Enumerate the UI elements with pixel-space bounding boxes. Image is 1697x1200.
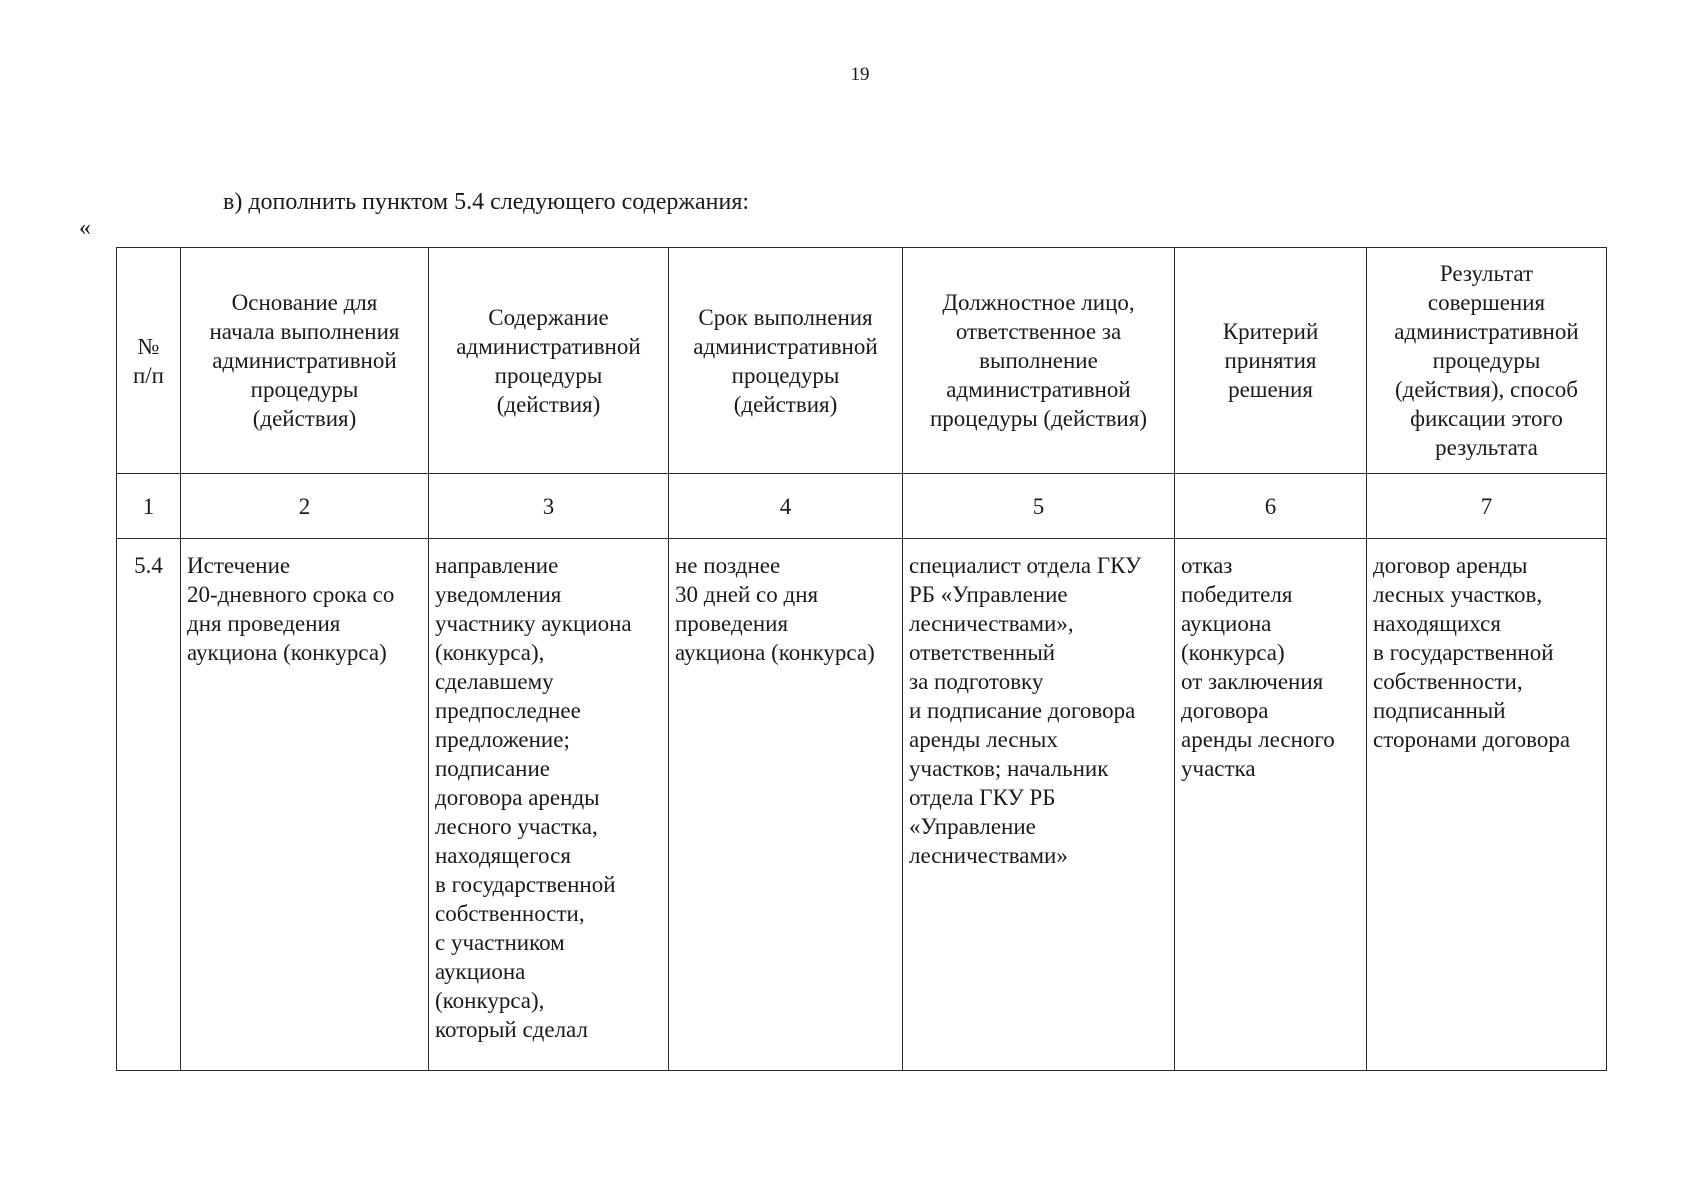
cell-text-line: (действия), способ — [1394, 377, 1579, 402]
cell-text-line: предложение; — [435, 727, 570, 752]
cell-text-line: процедуры — [1432, 348, 1541, 373]
header-row — [117, 248, 1607, 474]
cell-text-line: в государственной — [1373, 640, 1554, 665]
result-cell — [1367, 539, 1607, 1071]
cell-text-line: подписанный — [1373, 698, 1506, 723]
cell-text-line: от заключения — [1181, 669, 1324, 694]
cell-text-line: отказ — [1181, 553, 1233, 578]
table-row-5-4 — [117, 539, 1607, 1071]
header-cell-deadline — [669, 248, 903, 474]
cell-text-line: отдела ГКУ РБ — [909, 785, 1056, 810]
header-cell-content — [429, 248, 669, 474]
cell-text-line: выполнение — [979, 348, 1098, 373]
cell-text-line: дня проведения — [187, 611, 341, 636]
cell-text-line: результата — [1435, 435, 1538, 460]
cell-text-line: Срок выполнения — [698, 304, 873, 330]
cell-text-line: принятия — [1224, 348, 1317, 373]
cell-text-line: фиксации этого — [1410, 406, 1563, 431]
cell-text-line: аукциона — [435, 959, 526, 984]
cell-text-line: процедуры — [494, 362, 603, 388]
header-cell-criterion — [1175, 248, 1367, 474]
page-number: 19 — [850, 64, 870, 85]
cell-text-line: административной — [1394, 319, 1579, 344]
cell-text-line: (действия) — [252, 406, 357, 431]
header-cell-number — [117, 248, 181, 474]
cell-text-line: административной — [212, 348, 397, 373]
column-number: 2 — [181, 474, 429, 539]
cell-text-line: аукциона — [1181, 611, 1272, 636]
cell-text-line: Критерий — [1222, 319, 1319, 344]
column-number: 3 — [429, 474, 669, 539]
cell-text-line: 30 дней со дня — [675, 582, 819, 607]
cell-text-line: участнику аукциона — [435, 611, 632, 636]
cell-text-line: административной — [693, 333, 878, 359]
cell-text-line: аукциона (конкурса) — [675, 640, 875, 665]
cell-text-line: начала выполнения — [209, 319, 400, 344]
cell-text-line: ответственное за — [955, 319, 1122, 344]
header-cell-official — [903, 248, 1175, 474]
cell-text-line: и подписание договора — [909, 698, 1136, 723]
cell-text-line: в государственной — [435, 872, 616, 897]
column-number: 1 — [117, 474, 181, 539]
cell-text-line: аренды лесного — [1181, 727, 1335, 752]
cell-text-line: победителя — [1181, 582, 1293, 607]
cell-text-line: «Управление — [909, 814, 1036, 839]
cell-text-line: предпоследнее — [435, 698, 581, 723]
cell-text-line: № — [137, 333, 160, 359]
column-number: 6 — [1175, 474, 1367, 539]
cell-text-line: который сделал — [435, 1017, 588, 1042]
cell-text-line: решения — [1228, 377, 1313, 402]
procedure-table — [116, 247, 1607, 1071]
cell-text-line: сделавшему — [435, 669, 554, 694]
cell-text-line: участков; начальник — [909, 756, 1109, 781]
cell-text-line: (действия) — [496, 391, 601, 417]
cell-text-line: с участником — [435, 930, 565, 955]
cell-text-line: направление — [435, 553, 559, 578]
cell-text-line: сторонами договора — [1373, 727, 1571, 752]
cell-text-line: (конкурса), — [435, 640, 545, 665]
cell-text-line: процедуры — [731, 362, 840, 388]
official-cell — [903, 539, 1175, 1071]
cell-text-line: административной — [456, 333, 641, 359]
cell-text-line: процедуры — [250, 377, 359, 402]
criterion-cell — [1175, 539, 1367, 1071]
cell-text-line: РБ «Управление — [909, 582, 1068, 607]
cell-text-line: Должностное лицо, — [942, 290, 1135, 315]
cell-text-line: Результат — [1439, 261, 1534, 286]
cell-text-line: (конкурса) — [1181, 640, 1285, 665]
cell-text-line: договора — [1181, 698, 1269, 723]
cell-text-line: находящегося — [435, 843, 571, 868]
row-number-cell — [117, 539, 181, 1071]
column-number: 4 — [669, 474, 903, 539]
cell-text-line: совершения — [1427, 290, 1546, 315]
cell-text-line: 5.4 — [134, 553, 163, 578]
cell-text-line: процедуры (действия) — [930, 406, 1147, 431]
content-cell — [429, 539, 669, 1071]
cell-text-line: аукциона (конкурса) — [187, 640, 387, 665]
cell-text-line: проведения — [675, 611, 789, 636]
header-cell-basis — [181, 248, 429, 474]
deadline-cell — [669, 539, 903, 1071]
cell-text-line: п/п — [132, 362, 164, 388]
cell-text-line: лесничествами» — [909, 843, 1068, 868]
cell-text-line: собственности, — [435, 901, 585, 926]
cell-text-line: (конкурса), — [435, 988, 545, 1013]
cell-text-line: Содержание — [488, 304, 609, 330]
cell-text-line: не позднее — [675, 553, 781, 578]
cell-text-line: договор аренды — [1373, 553, 1528, 578]
cell-text-line: 20-дневного срока со — [187, 582, 395, 607]
header-cell-result — [1367, 248, 1607, 474]
cell-text-line: уведомления — [435, 582, 562, 607]
cell-text-line: ответственный — [909, 640, 1056, 665]
column-number: 5 — [903, 474, 1175, 539]
cell-text-line: Основание для — [231, 290, 378, 315]
cell-text-line: находящихся — [1373, 611, 1501, 636]
column-number-row — [117, 474, 1607, 539]
cell-text-line: лесничествами», — [909, 611, 1074, 636]
cell-text-line: договора аренды — [435, 785, 600, 810]
intro-text: в) дополнить пунктом 5.4 следующего содержания: — [223, 189, 750, 215]
column-number: 7 — [1367, 474, 1607, 539]
basis-cell — [181, 539, 429, 1071]
cell-text-line: подписание — [435, 756, 550, 781]
cell-text-line: (действия) — [733, 391, 838, 417]
cell-text-line: административной — [946, 377, 1131, 402]
cell-text-line: собственности, — [1373, 669, 1523, 694]
cell-text-line: аренды лесных — [909, 727, 1058, 752]
cell-text-line: лесного участка, — [435, 814, 598, 839]
cell-text-line: участка — [1181, 756, 1256, 781]
opening-quote-mark: « — [79, 215, 91, 241]
cell-text-line: за подготовку — [909, 669, 1044, 694]
cell-text-line: специалист отдела ГКУ — [909, 553, 1142, 578]
cell-text-line: лесных участков, — [1373, 582, 1543, 607]
cell-text-line: Истечение — [187, 553, 291, 578]
